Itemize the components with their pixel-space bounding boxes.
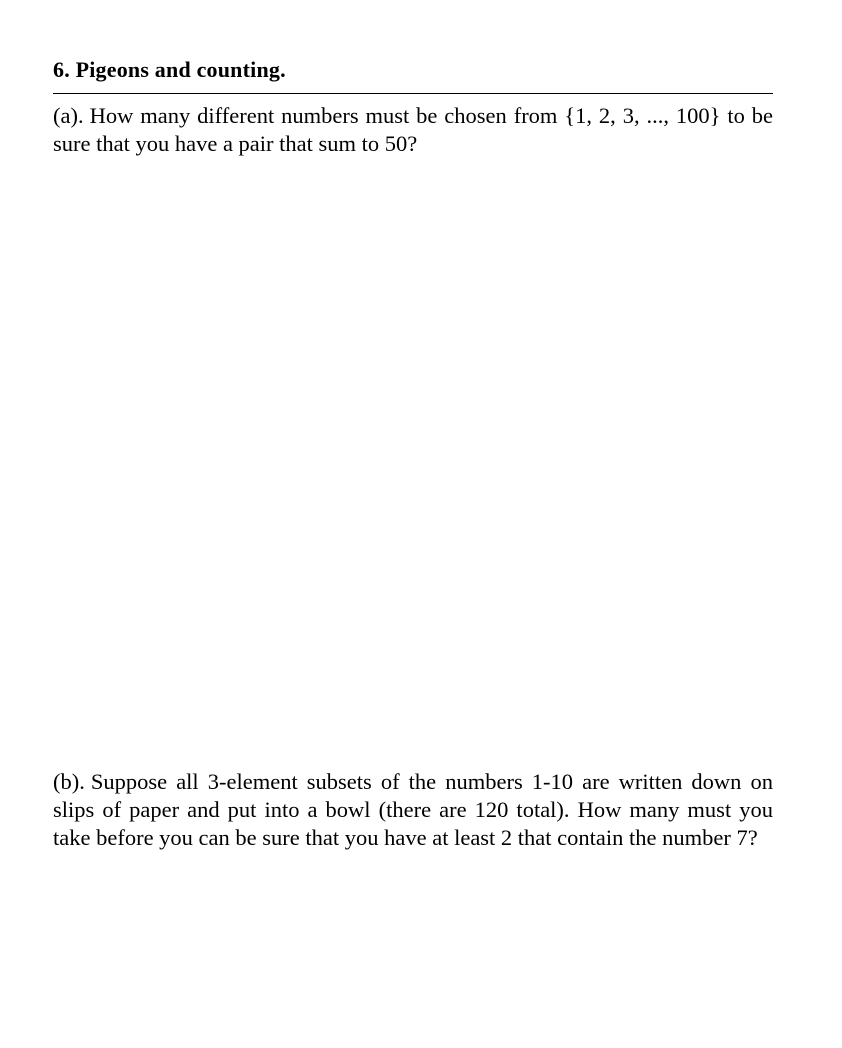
problem-a — [53, 102, 773, 158]
problem-b-label: (b). — [53, 769, 85, 794]
problem-b — [53, 768, 773, 852]
section-heading: 6. Pigeons and counting. — [53, 57, 286, 82]
problem-a-label: (a). — [53, 103, 84, 128]
heading-divider — [53, 93, 773, 94]
problem-a-text: How many different numbers must be chosen from {1, 2, 3, ..., 100} to be sure that you have a pair that sum to 50? — [53, 103, 773, 156]
problem-b-text: Suppose all 3-element subsets of the numbers 1-10 are written down on slips of paper and put into a bowl (there are 120 total). How many must you take before you can be sure that you have at least 2 that contain the number 7? — [53, 769, 773, 850]
